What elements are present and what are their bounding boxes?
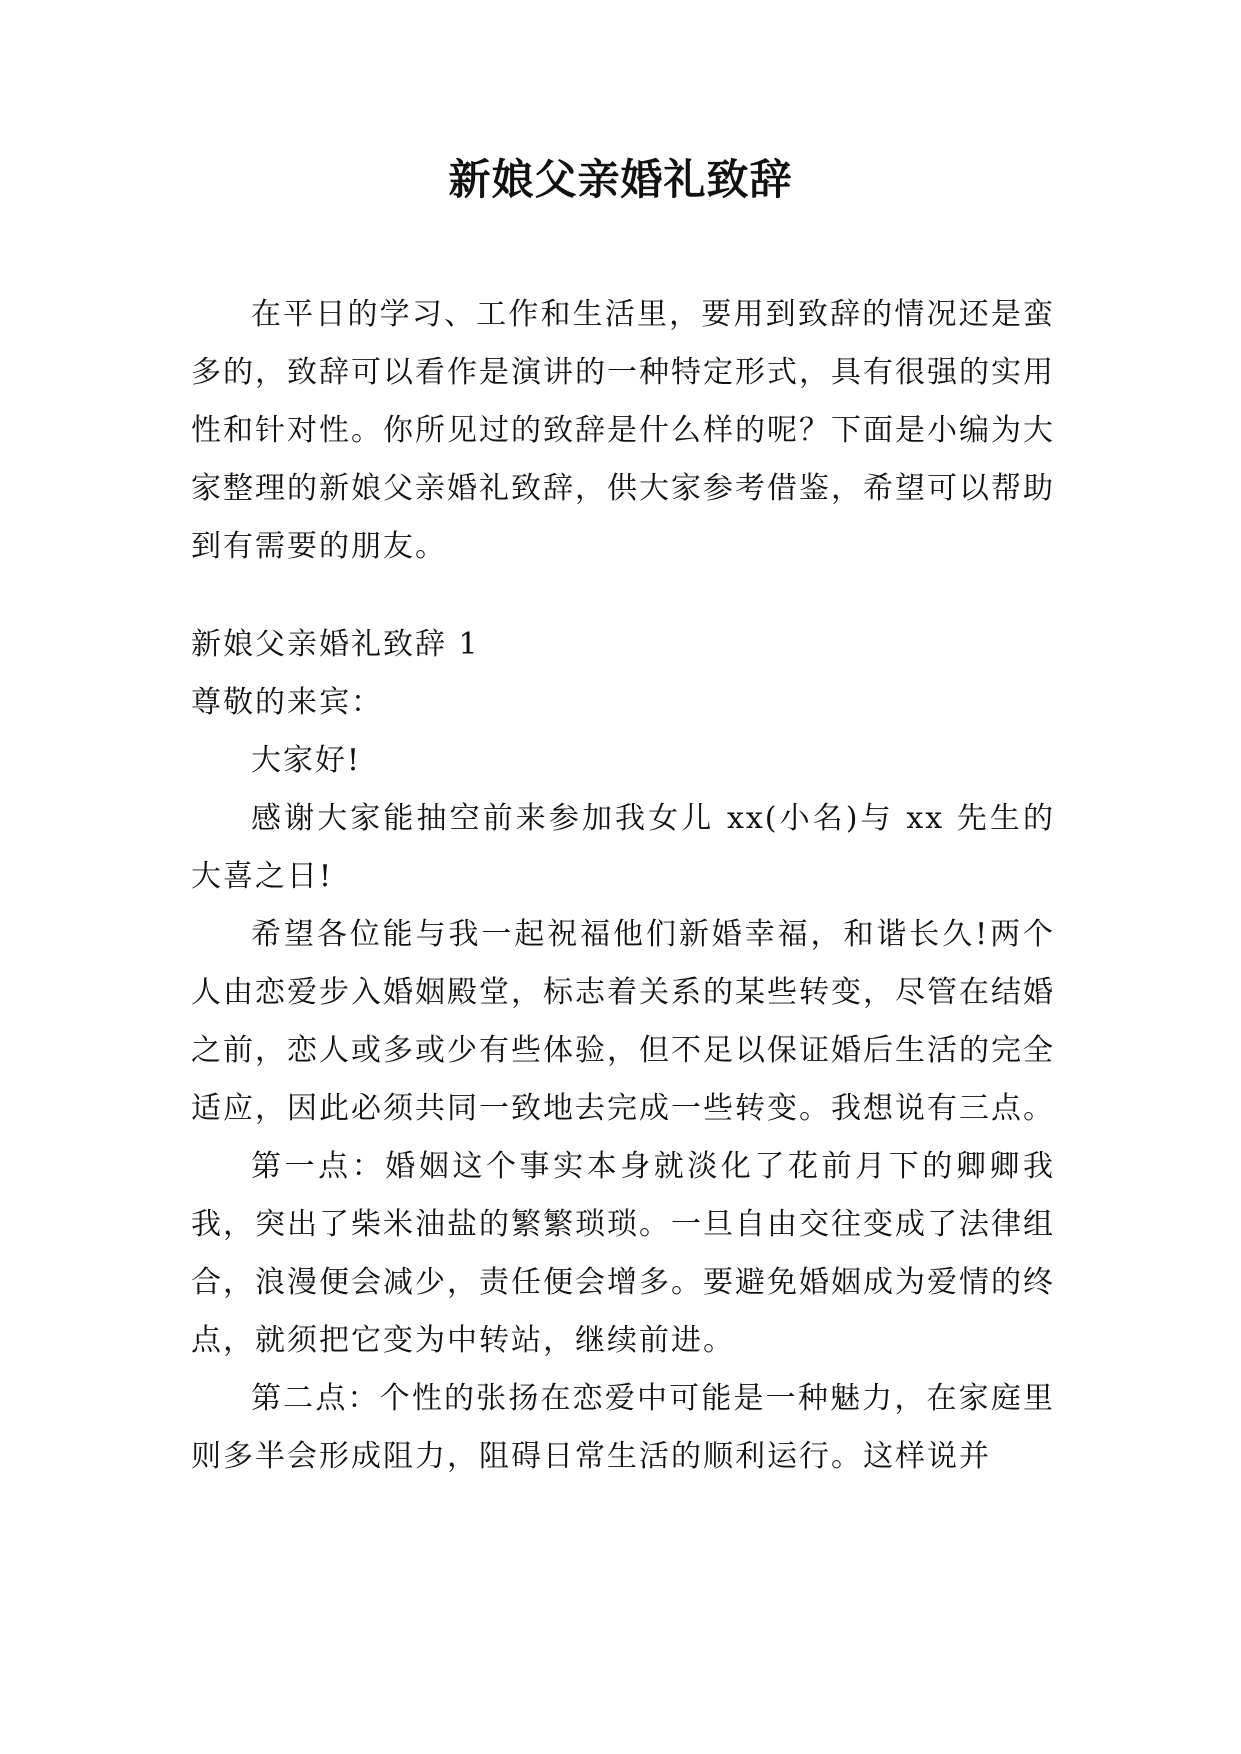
salutation: 尊敬的来宾： [191, 685, 383, 720]
intro-paragraph: 在平日的学习、工作和生活里，要用到致辞的情况还是蛮多的，致辞可以看作是演讲的一种特定形式，具有很强的实用性和针对性。你所见过的致辞是什么样的呢？下面是小编为大家整理的新娘父亲婚礼致辞，供大家参考借鉴，希望可以帮助到有需要的朋友。 [191, 297, 1055, 564]
document-title: 新娘父亲婚礼致辞 [448, 155, 793, 204]
section-heading: 新娘父亲婚礼致辞 1 [191, 627, 480, 662]
body-paragraph: 大家好! [251, 743, 362, 778]
body-paragraph: 第二点：个性的张扬在恋爱中可能是一种魅力，在家庭里则多半会形成阻力，阻碍日常生活的顺利运行。这样说并 [191, 1381, 1055, 1474]
body-paragraph: 希望各位能与我一起祝福他们新婚幸福，和谐长久!两个人由恋爱步入婚姻殿堂，标志着关系的某些转变，尽管在结婚之前，恋人或多或少有些体验，但不足以保证婚后生活的完全适应，因此必须共同一致地去完成一些转变。我想说有三点。 [191, 917, 1055, 1126]
document-body [191, 286, 1055, 1486]
body-paragraph: 第一点：婚姻这个事实本身就淡化了花前月下的卿卿我我，突出了柴米油盐的繁繁琐琐。一旦自由交往变成了法律组合，浪漫便会减少，责任便会增多。要避免婚姻成为爱情的终点，就须把它变为中转站，继续前进。 [191, 1149, 1055, 1358]
body-paragraph: 感谢大家能抽空前来参加我女儿 xx(小名)与 xx 先生的大喜之日! [191, 801, 1055, 894]
